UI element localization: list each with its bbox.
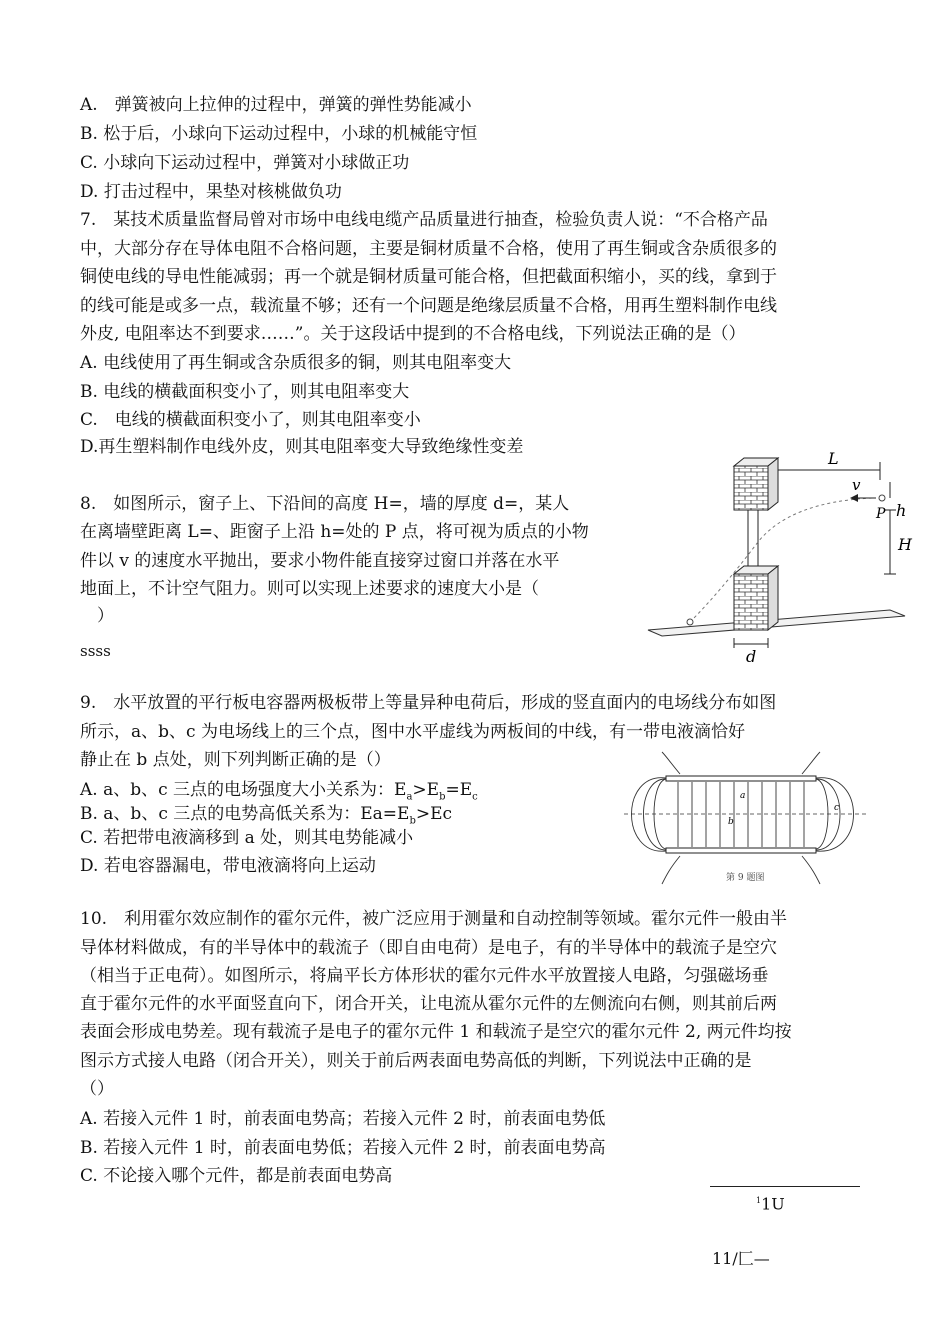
q10-option-c: C. 不论接入哪个元件，都是前表面电势高: [80, 1166, 393, 1186]
q10-stem-line-3: （相当于正电荷）。如图所示，将扁平长方体形状的霍尔元件水平放置接人电路，匀强磁场垂: [80, 966, 769, 986]
q9-stem-line-1: 9. 水平放置的平行板电容器两极板带上等量异种电荷后，形成的竖直面内的电场线分布如图: [80, 693, 777, 713]
q7-stem-line-2: 中，大部分存在导体电阻不合格问题，主要是铜材质量不合格，使用了再生铜或含杂质很多的: [80, 239, 777, 259]
q9-option-a: A. a、b、c 三点的电场强度大小关系为：$E_a>E_b=E_c$: [80, 780, 478, 803]
q10-stem-line-1: 10. 利用霍尔效应制作的霍尔元件，被广泛应用于测量和自动控制等领域。霍尔元件一般由半: [80, 909, 788, 929]
q8-label-d: d: [746, 647, 757, 666]
q9-label-b: b: [728, 817, 734, 827]
q7-option-a: A. 电线使用了再生铜或含杂质很多的铜，则其电阻率变大: [80, 353, 512, 373]
q10-stem-line-4: 直于霍尔元件的水平面竖直向下，闭合开关，让电流从霍尔元件的左侧流向右侧，则其前后两: [80, 994, 777, 1014]
q8-figure-wall-window: [640, 449, 912, 674]
q9-option-b: B. a、b、c 三点的电势高低关系为：$Ea=E_b>Ec$: [80, 804, 453, 827]
q8-label-L: L: [828, 449, 839, 468]
q7-stem-line-4: 的线可能是或多一点，载流量不够；还有一个问题是绝缘层质量不合格，用再生塑料制作电线: [80, 296, 777, 316]
q8-answer-stub: ssss: [80, 642, 111, 660]
q8-label-v: v: [852, 476, 861, 494]
q6-option-a: A. 弹簧被向上拉伸的过程中，弹簧的弹性势能减小: [80, 95, 472, 115]
q7-stem-line-5: 外皮, 电阻率达不到要求……”。关于这段话中提到的不合格电线，下列说法正确的是（）: [80, 324, 746, 344]
q7-stem-line-1: 7. 某技术质量监督局曾对市场中电线电缆产品质量进行抽查，检验负责人说：“不合格产品: [80, 210, 768, 230]
q9-option-c: C. 若把带电液滴移到 a 处，则其电势能减小: [80, 828, 414, 848]
q7-option-d: D.再生塑料制作电线外皮，则其电阻率变大导致绝缘性变差: [80, 437, 524, 457]
q10-stem-line-2: 导体材料做成，有的半导体中的载流子（即自由电荷）是电子，有的半导体中的载流子是空穴: [80, 938, 777, 958]
q9-stem-line-2: 所示，a、b、c 为电场线上的三个点，图中水平虚线为两板间的中线，有一带电液滴恰好: [80, 722, 745, 742]
q8-stem-line-2: 在离墙壁距离 L=、距窗子上沿 h=处的 P 点，将可视为质点的小物: [80, 522, 589, 542]
q8-label-H: H: [898, 535, 912, 554]
q8-stem-line-3: 件以 v 的速度水平抛出，要求小物件能直接穿过窗口并落在水平: [80, 551, 560, 571]
q6-option-c: C. 小球向下运动过程中，弹簧对小球做正功: [80, 153, 410, 173]
q10-figure-line: [710, 1186, 860, 1187]
q8-label-h: h: [896, 501, 907, 520]
q10-option-b: B. 若接入元件 1 时，前表面电势低；若接入元件 2 时，前表面电势高: [80, 1138, 606, 1158]
q10-figure-fragment-1: $^1$1U: [756, 1194, 785, 1214]
q8-stem-line-4: 地面上，不计空气阻力。则可以实现上述要求的速度大小是（: [80, 579, 539, 599]
q7-option-b: B. 电线的横截面积变小了，则其电阻率变大: [80, 382, 410, 402]
q6-option-b: B. 松于后，小球向下运动过程中，小球的机械能守恒: [80, 124, 478, 144]
q8-label-P: P: [876, 506, 886, 522]
q10-stem-line-5: 表面会形成电势差。现有载流子是电子的霍尔元件 1 和载流子是空穴的霍尔元件 2, 两元件均按: [80, 1022, 792, 1042]
q9-stem-line-3: 静止在 b 点处，则下列判断正确的是（）: [80, 750, 391, 770]
q10-option-a: A. 若接入元件 1 时，前表面电势高；若接入元件 2 时，前表面电势低: [80, 1109, 606, 1129]
q8-stem-line-1: 8. 如图所示，窗子上、下沿间的高度 H=，墙的厚度 d=，某人: [80, 494, 570, 514]
q9-figure-caption: 第 9 题图: [726, 873, 765, 883]
q9-option-d: D. 若电容器漏电，带电液滴将向上运动: [80, 856, 376, 876]
q9-label-c: c: [834, 803, 840, 813]
q6-option-d: D. 打击过程中，果垫对核桃做负功: [80, 182, 342, 202]
q7-stem-line-3: 铜使电线的导电性能减弱；再一个就是铜材质量可能合格，但把截面积缩小，买的线，拿到于: [80, 267, 777, 287]
q9-label-a: a: [740, 791, 746, 801]
q8-stem-line-5: ）: [80, 606, 114, 626]
q7-option-c: C. 电线的横截面积变小了，则其电阻率变小: [80, 410, 421, 430]
q10-stem-line-6: 图示方式接人电路（闭合开关），则关于前后两表面电势高低的判断，下列说法中正确的是: [80, 1051, 752, 1071]
q10-figure-fragment-2: 11/匚—: [712, 1249, 770, 1268]
q10-stem-line-7: （）: [80, 1079, 114, 1099]
q9-figure-capacitor-field: [620, 752, 870, 886]
